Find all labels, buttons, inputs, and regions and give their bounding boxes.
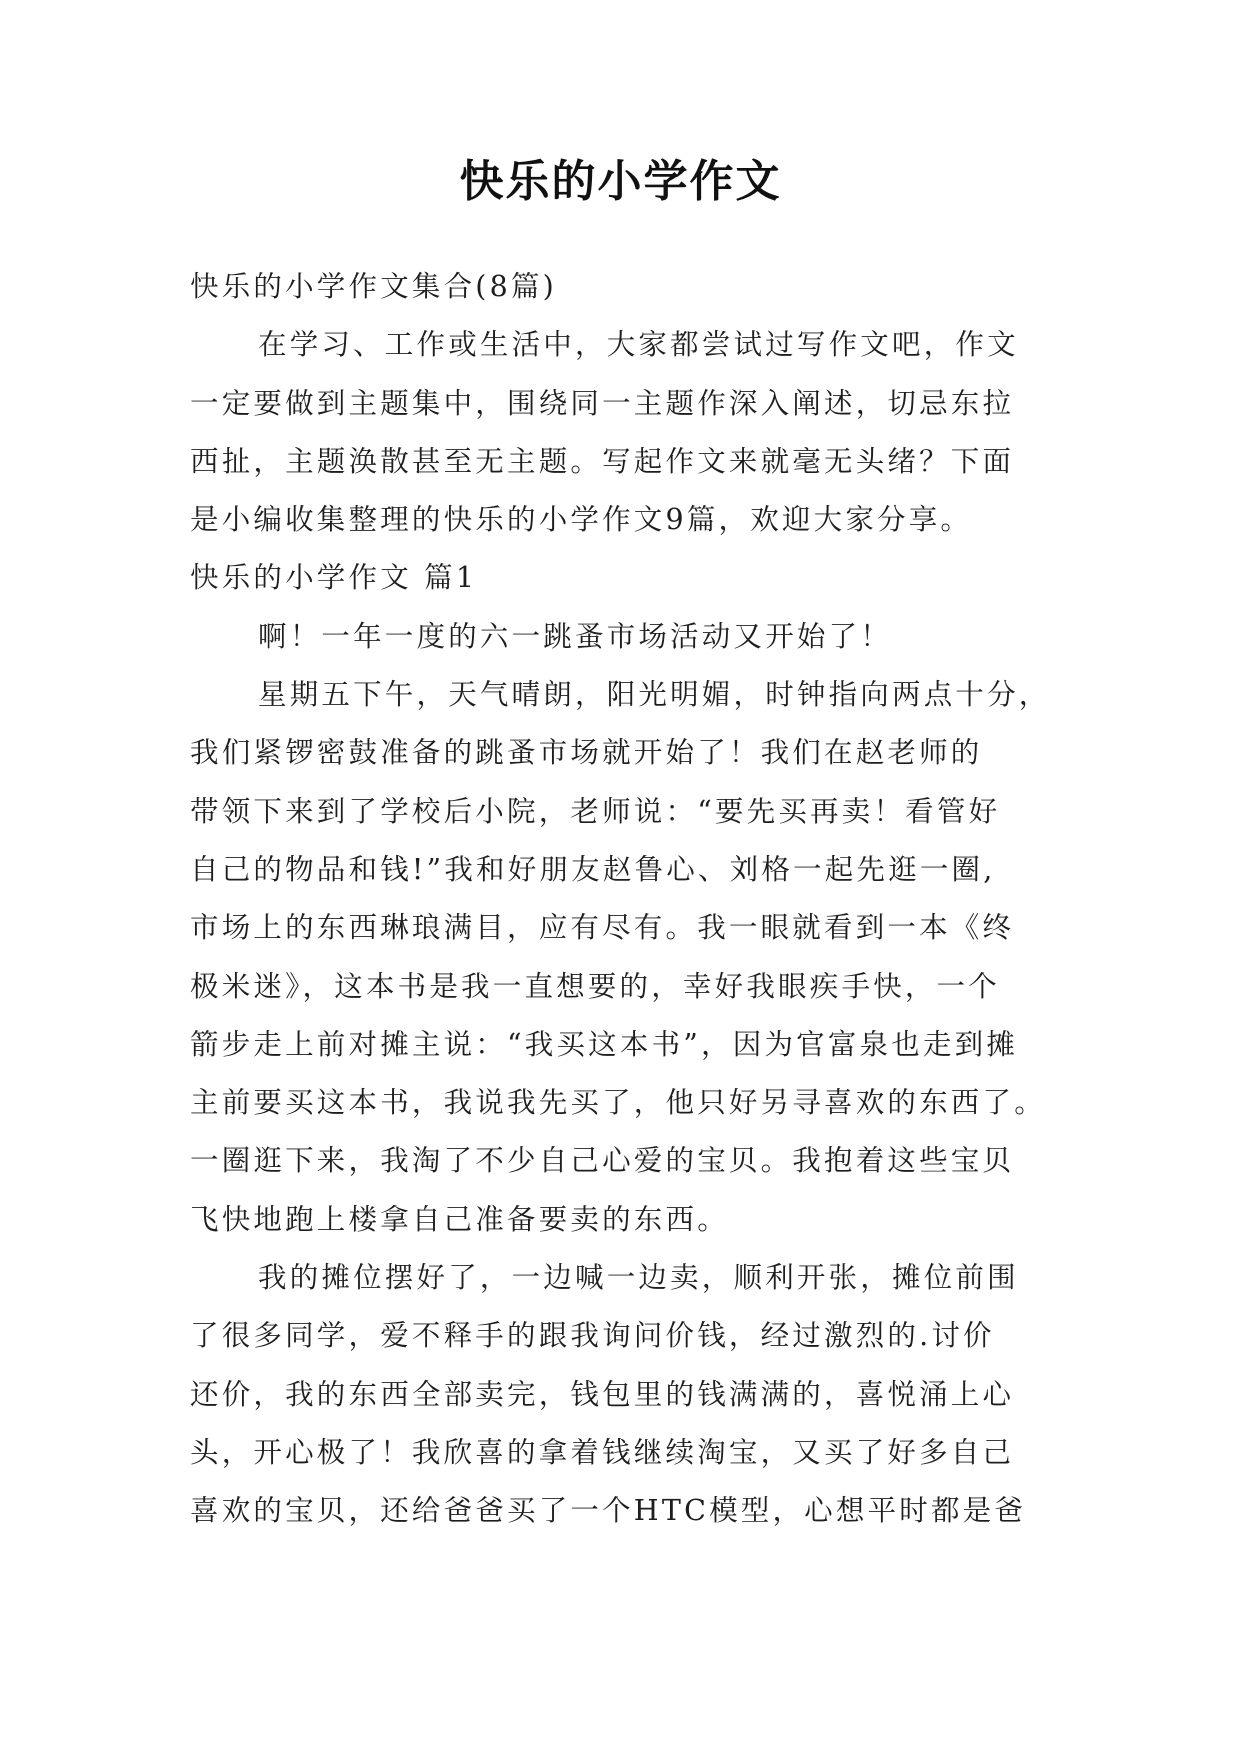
text-line: 飞快地跑上楼拿自己准备要卖的东西。 [190, 1202, 729, 1236]
text-line: 极米迷》，这本书是我一直想要的，幸好我眼疾手快，一个 [190, 969, 1000, 1003]
text-line: 还价，我的东西全部卖完，钱包里的钱满满的，喜悦涌上心 [190, 1377, 1015, 1411]
text-line: 了很多同学，爱不释手的跟我询问价钱，经过激烈的.讨价 [190, 1319, 995, 1353]
text-line: 是小编收集整理的快乐的小学作文9篇，欢迎大家分享。 [190, 503, 973, 537]
text-line: 自己的物品和钱!”我和好朋友赵鲁心、刘格一起先逛一圈, [190, 852, 996, 886]
text-line: 市场上的东西琳琅满目，应有尽有。我一眼就看到一本《终 [190, 911, 1015, 945]
text-line: 我们紧锣密鼓准备的跳蚤市场就开始了！我们在赵老师的 [190, 736, 983, 770]
document-title: 快乐的小学作文 [459, 156, 782, 207]
document-body [190, 258, 1070, 1541]
text-line: 我的摊位摆好了，一边喊一边卖，顺利开张，摊位前围 [258, 1261, 1019, 1295]
text-line: 啊！一年一度的六一跳蚤市场活动又开始了！ [258, 619, 893, 653]
text-line: 西扯，主题涣散甚至无主题。写起作文来就毫无头绪？下面 [190, 444, 1015, 478]
text-line: 快乐的小学作文集合(8篇) [190, 270, 557, 303]
text-line: 主前要买这本书，我说我先买了，他只好另寻喜欢的东西了。 [190, 1086, 1046, 1120]
text-line: 快乐的小学作文 篇1 [190, 561, 478, 595]
text-line: 头，开心极了！我欣喜的拿着钱继续淘宝，又买了好多自己 [190, 1435, 1015, 1469]
text-line: 一圈逛下来，我淘了不少自己心爱的宝贝。我抱着这些宝贝 [190, 1144, 1015, 1178]
text-line: 喜欢的宝贝，还给爸爸买了一个HTC模型，心想平时都是爸 [190, 1494, 1027, 1528]
text-line: 在学习、工作或生活中，大家都尝试过写作文吧，作文 [258, 328, 1019, 362]
text-line: 箭步走上前对摊主说：“我买这本书”，因为官富泉也走到摊 [190, 1027, 1019, 1061]
text-line: 星期五下午，天气晴朗，阳光明媚，时钟指向两点十分， [258, 678, 1051, 712]
text-line: 一定要做到主题集中，围绕同一主题作深入阐述，切忌东拉 [190, 386, 1015, 420]
text-line: 带领下来到了学校后小院，老师说：“要先买再卖！看管好 [190, 794, 1001, 828]
